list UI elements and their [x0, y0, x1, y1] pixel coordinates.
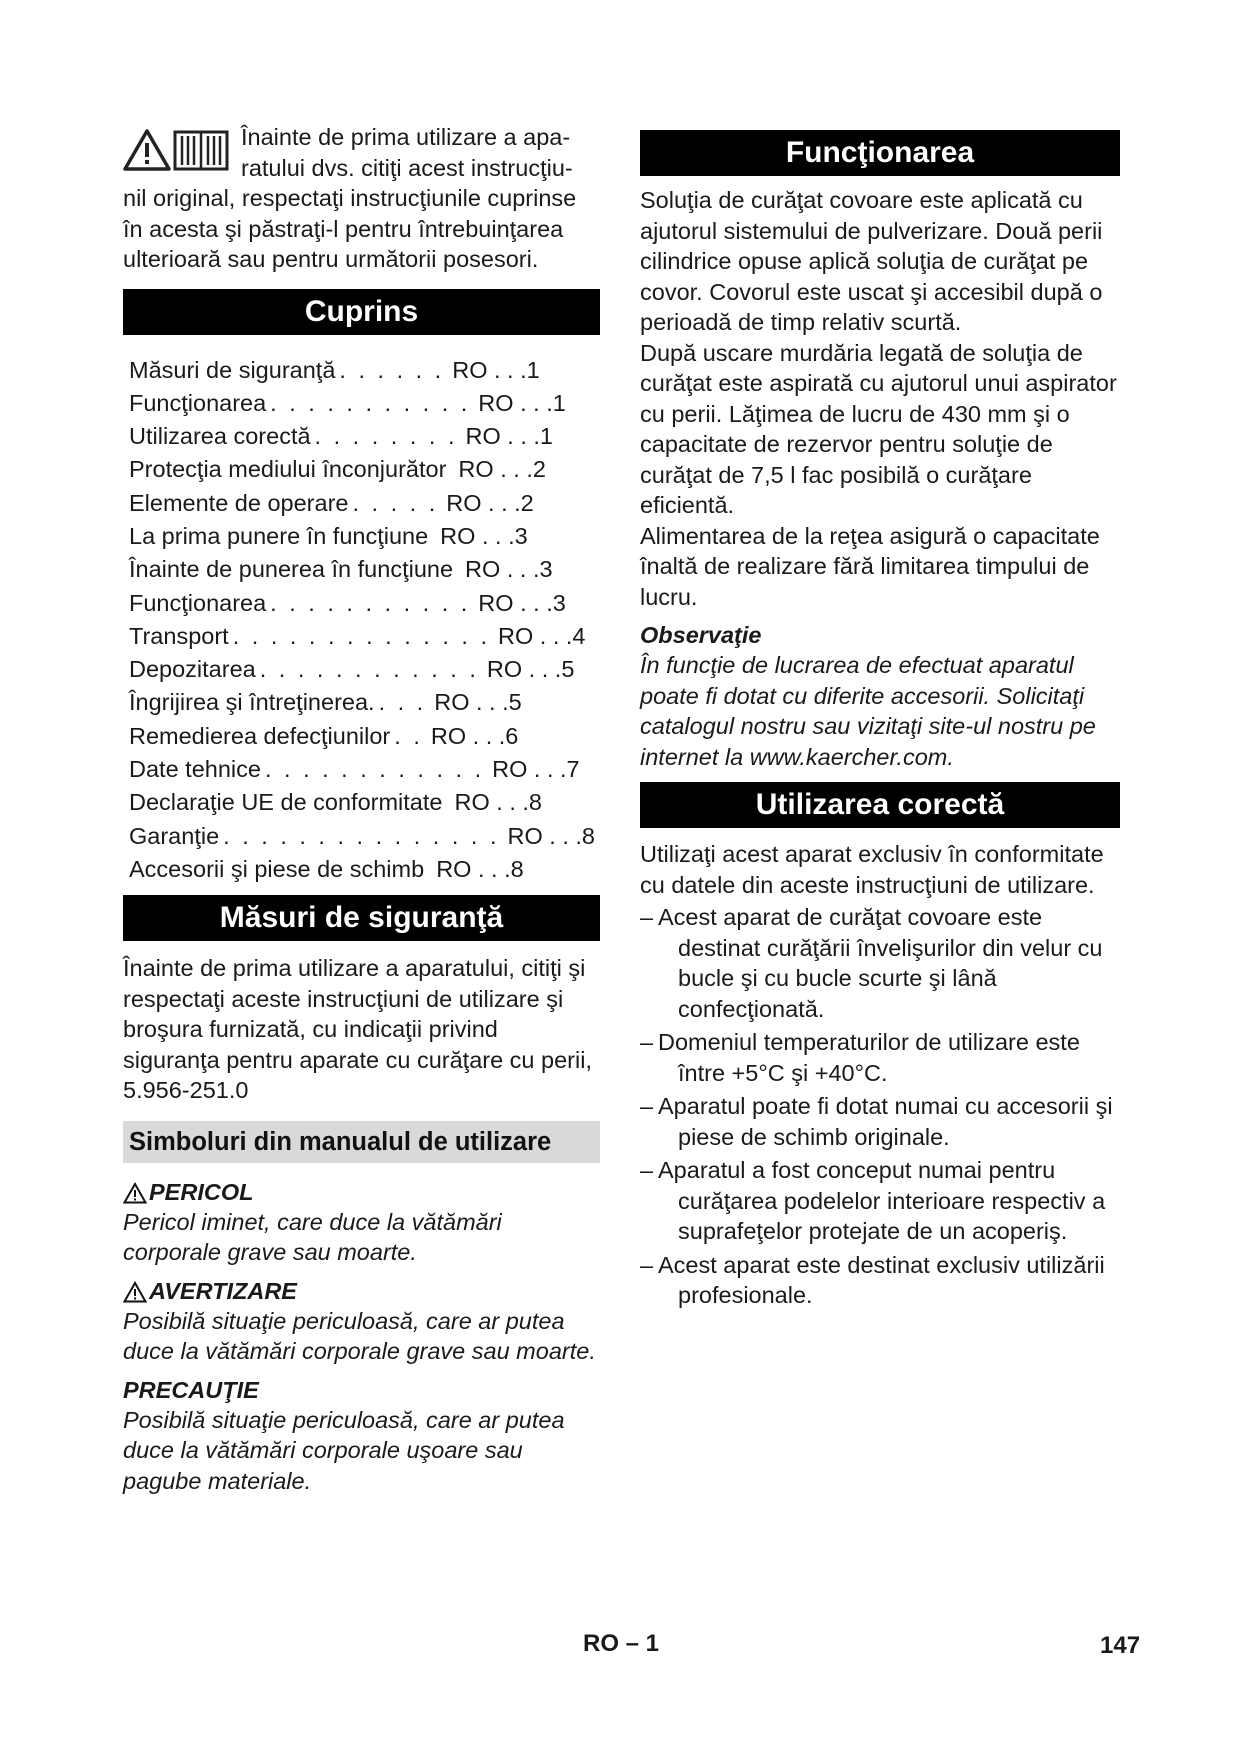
right-column	[640, 122, 1120, 1314]
masuri-heading: Măsuri de siguranţă	[123, 895, 600, 941]
toc-item[interactable]: Depozitarea . . . . . . . . . . . . RO . . .5	[129, 656, 575, 683]
observatie-text: În funcţie de lucrarea de efectuat aparatul poate fi dotat cu diferite accesorii. Solicitaţi catalogul nostru sau vizitaţi site-ul nostru pe internet la www.kaercher.com.	[640, 652, 1096, 770]
toc-item[interactable]: Transport . . . . . . . . . . . . . . RO . . .4	[129, 622, 586, 649]
avertizare-text: Posibilă situaţie periculoasă, care ar putea duce la vătămări corporale grave sau moarte.	[123, 1307, 596, 1365]
utilizarea-list	[640, 902, 1120, 1311]
pericol-heading: PERICOL	[123, 1177, 600, 1207]
observatie-heading: Observaţie	[640, 622, 762, 648]
functionarea-heading: Funcţionarea	[640, 130, 1120, 176]
footer-page-number: 147	[1100, 1632, 1141, 1659]
toc-item[interactable]: Date tehnice . . . . . . . . . . . . RO . . .7	[129, 756, 580, 783]
toc-item[interactable]: Elemente de operare . . . . . RO . . .2	[129, 489, 534, 516]
precautie-text: Posibilă situaţie periculoasă, care ar putea duce la vătămări corporale uşoare sau pagube materiale.	[123, 1406, 565, 1494]
warning-triangle-icon	[123, 1182, 147, 1204]
precautie-heading: PRECAUŢIE	[123, 1376, 259, 1403]
toc-item[interactable]: Măsuri de siguranţă . . . . . . RO . . .1	[129, 356, 540, 383]
warning-triangle-icon	[123, 1281, 147, 1303]
utilizarea-intro: Utilizaţi acest aparat exclusiv în conformitate cu datele din aceste instrucţiuni de utilizare.	[640, 841, 1104, 898]
list-item: – Acest aparat de curăţat covoare este destinat curăţării învelişurilor din velur cu bucle şi cu bucle scurte şi lână confecţionată.	[640, 904, 1103, 1022]
functionarea-p3: Alimentarea de la reţea asigură o capacitate înaltă de realizare fără limitarea timpului de lucru.	[640, 522, 1100, 610]
warning-manual-icon	[123, 128, 230, 172]
intro-text: nil original, respectaţi instrucţiunile cuprinse în acesta şi păstraţi-l pentru întrebuinţarea ulterioară sau pentru următorii posesori.	[123, 185, 577, 272]
simboluri-heading: Simboluri din manualul de utilizare	[123, 1121, 600, 1163]
utilizarea-heading: Utilizarea corectă	[640, 782, 1120, 828]
table-of-contents	[123, 354, 600, 887]
intro-line-2: ratului dvs. citiţi acest instrucţiu-	[241, 154, 573, 181]
toc-item[interactable]: Protecţia mediului înconjurător RO . . .2	[129, 456, 546, 483]
toc-item[interactable]: Remedierea defecţiunilor . . RO . . .6	[129, 722, 519, 749]
pericol-text: Pericol iminet, care duce la vătămări corporale grave sau moarte.	[123, 1208, 502, 1266]
toc-item[interactable]: Declaraţie UE de conformitate RO . . .8	[129, 789, 542, 816]
list-item: – Aparatul a fost conceput numai pentru curăţarea podelelor interioare respectiv a suprafeţelor protejate de un acoperiş.	[640, 1157, 1106, 1244]
intro-line-1: Înainte de prima utilizare a apa-	[241, 124, 571, 150]
footer-section-code: RO – 1	[583, 1630, 660, 1657]
masuri-text: Înainte de prima utilizare a aparatului, citiţi şi respectaţi aceste instrucţiuni de utilizare şi broşura furnizată, cu indicaţii privind siguranţa pentru aparate cu curăţare cu perii, 5.956-251.0	[123, 955, 592, 1104]
list-item: – Aparatul poate fi dotat numai cu accesorii şi piese de schimb originale.	[640, 1093, 1113, 1150]
list-item: – Domeniul temperaturilor de utilizare este între +5°C şi +40°C.	[640, 1029, 1080, 1086]
avertizare-heading: AVERTIZARE	[123, 1276, 600, 1306]
functionarea-p1: Soluţia de curăţat covoare este aplicată cu ajutorul sistemului de pulverizare. Două perii cilindrice opuse aplică soluţia de curăţat pe covor. Covorul este uscat şi accesibil după o perioadă de timp relativ scurtă.	[640, 187, 1103, 335]
toc-item[interactable]: Funcţionarea . . . . . . . . . . . RO . . .3	[129, 589, 566, 616]
toc-item[interactable]: Garanţie . . . . . . . . . . . . . . . RO . . .8	[129, 822, 595, 849]
intro-block	[123, 122, 600, 275]
toc-item[interactable]: Utilizarea corectă . . . . . . . . RO . . .1	[129, 423, 553, 450]
toc-item[interactable]: Îngrijirea şi întreţinerea. . . . RO . . .5	[129, 689, 522, 716]
toc-item[interactable]: Accesorii şi piese de schimb RO . . .8	[129, 855, 524, 882]
left-column	[123, 122, 600, 1496]
toc-item[interactable]: La prima punere în funcţiune RO . . .3	[129, 522, 528, 549]
functionarea-p2: După uscare murdăria legată de soluţia de curăţat este aspirată cu ajutorul unui aspirator cu perii. Lăţimea de lucru de 430 mm şi o capacitate de rezervor pentru soluţie de curăţat de 7,5 l fac posibilă o curăţare eficientă.	[640, 339, 1117, 518]
toc-item[interactable]: Înainte de punerea în funcţiune RO . . .3	[129, 556, 553, 583]
list-item: – Acest aparat este destinat exclusiv utilizării profesionale.	[640, 1251, 1105, 1308]
toc-item[interactable]: Funcţionarea . . . . . . . . . . . RO . . .1	[129, 389, 566, 416]
cuprins-heading: Cuprins	[123, 289, 600, 335]
